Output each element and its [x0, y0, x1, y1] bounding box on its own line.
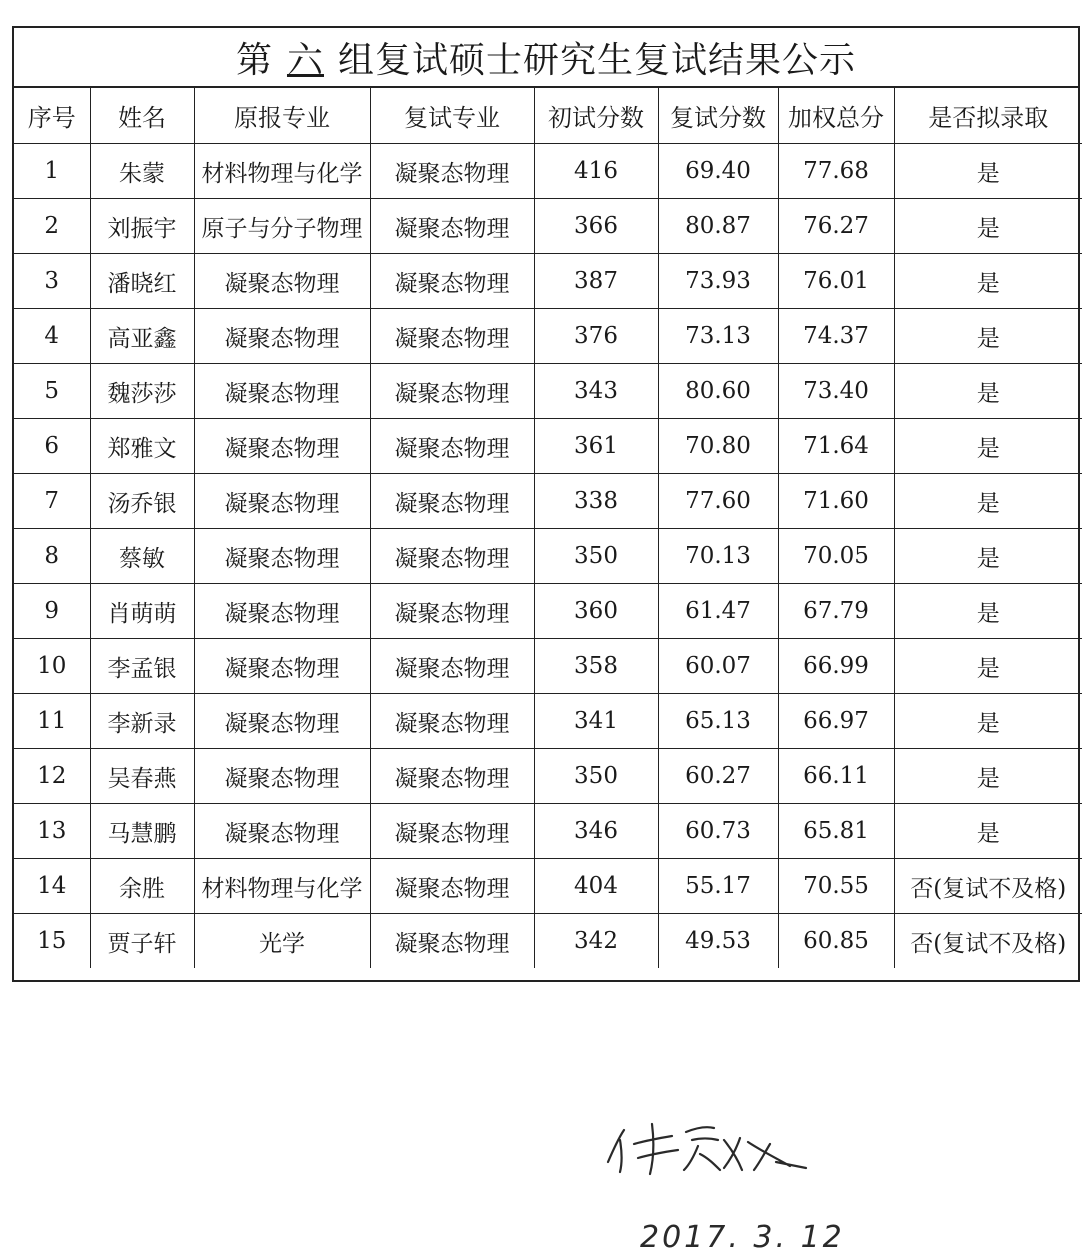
cell-name: 贾子轩 — [90, 914, 194, 969]
cell-seq: 6 — [14, 419, 90, 474]
cell-name: 朱蒙 — [90, 144, 194, 199]
cell-initial-score: 341 — [534, 694, 658, 749]
cell-seq: 12 — [14, 749, 90, 804]
cell-initial-score: 404 — [534, 859, 658, 914]
cell-initial-score: 338 — [534, 474, 658, 529]
cell-name: 肖萌萌 — [90, 584, 194, 639]
cell-weighted-total: 74.37 — [778, 309, 894, 364]
cell-retest-major: 凝聚态物理 — [370, 419, 534, 474]
header-weighted-total: 加权总分 — [778, 88, 894, 144]
cell-seq: 10 — [14, 639, 90, 694]
cell-retest-score: 70.13 — [658, 529, 778, 584]
cell-retest-major: 凝聚态物理 — [370, 694, 534, 749]
cell-initial-score: 416 — [534, 144, 658, 199]
cell-seq: 2 — [14, 199, 90, 254]
cell-weighted-total: 66.99 — [778, 639, 894, 694]
table-header-row — [14, 88, 1082, 144]
cell-admitted: 是 — [894, 474, 1082, 529]
cell-weighted-total: 70.55 — [778, 859, 894, 914]
table-row — [14, 364, 1082, 419]
cell-retest-major: 凝聚态物理 — [370, 639, 534, 694]
header-retest-score: 复试分数 — [658, 88, 778, 144]
cell-name: 刘振宇 — [90, 199, 194, 254]
cell-seq: 8 — [14, 529, 90, 584]
cell-orig-major: 凝聚态物理 — [194, 804, 370, 859]
cell-orig-major: 凝聚态物理 — [194, 364, 370, 419]
cell-retest-major: 凝聚态物理 — [370, 309, 534, 364]
cell-weighted-total: 66.11 — [778, 749, 894, 804]
cell-name: 马慧鹏 — [90, 804, 194, 859]
table-row — [14, 529, 1082, 584]
cell-initial-score: 361 — [534, 419, 658, 474]
cell-weighted-total: 60.85 — [778, 914, 894, 969]
cell-name: 李新录 — [90, 694, 194, 749]
signature-date: 2017. 3. 12 — [640, 1220, 845, 1255]
cell-initial-score: 346 — [534, 804, 658, 859]
cell-admitted: 否(复试不及格) — [894, 914, 1082, 969]
cell-orig-major: 凝聚态物理 — [194, 639, 370, 694]
cell-initial-score: 342 — [534, 914, 658, 969]
cell-seq: 13 — [14, 804, 90, 859]
cell-retest-score: 61.47 — [658, 584, 778, 639]
cell-orig-major: 凝聚态物理 — [194, 749, 370, 804]
cell-seq: 15 — [14, 914, 90, 969]
cell-weighted-total: 67.79 — [778, 584, 894, 639]
table-body — [14, 144, 1082, 969]
cell-name: 汤乔银 — [90, 474, 194, 529]
results-table — [14, 88, 1082, 968]
cell-admitted: 是 — [894, 254, 1082, 309]
cell-retest-major: 凝聚态物理 — [370, 859, 534, 914]
cell-initial-score: 350 — [534, 749, 658, 804]
table-row — [14, 474, 1082, 529]
cell-weighted-total: 71.60 — [778, 474, 894, 529]
cell-name: 余胜 — [90, 859, 194, 914]
cell-retest-major: 凝聚态物理 — [370, 364, 534, 419]
cell-admitted: 是 — [894, 639, 1082, 694]
cell-orig-major: 材料物理与化学 — [194, 859, 370, 914]
table-row — [14, 639, 1082, 694]
table-row — [14, 199, 1082, 254]
cell-retest-score: 73.13 — [658, 309, 778, 364]
cell-weighted-total: 66.97 — [778, 694, 894, 749]
cell-name: 李孟银 — [90, 639, 194, 694]
cell-admitted: 是 — [894, 199, 1082, 254]
cell-admitted: 是 — [894, 584, 1082, 639]
cell-orig-major: 原子与分子物理 — [194, 199, 370, 254]
cell-seq: 11 — [14, 694, 90, 749]
table-row — [14, 144, 1082, 199]
header-seq: 序号 — [14, 88, 90, 144]
cell-weighted-total: 76.27 — [778, 199, 894, 254]
cell-retest-score: 60.27 — [658, 749, 778, 804]
cell-retest-major: 凝聚态物理 — [370, 749, 534, 804]
cell-orig-major: 凝聚态物理 — [194, 529, 370, 584]
cell-retest-major: 凝聚态物理 — [370, 144, 534, 199]
cell-admitted: 是 — [894, 804, 1082, 859]
header-orig-major: 原报专业 — [194, 88, 370, 144]
cell-retest-major: 凝聚态物理 — [370, 199, 534, 254]
table-row — [14, 804, 1082, 859]
table-row — [14, 584, 1082, 639]
cell-orig-major: 凝聚态物理 — [194, 309, 370, 364]
cell-name: 潘晓红 — [90, 254, 194, 309]
cell-retest-score: 65.13 — [658, 694, 778, 749]
cell-name: 高亚鑫 — [90, 309, 194, 364]
cell-retest-score: 69.40 — [658, 144, 778, 199]
group-number: 六 — [286, 39, 324, 81]
cell-admitted: 是 — [894, 749, 1082, 804]
cell-orig-major: 凝聚态物理 — [194, 694, 370, 749]
results-sheet — [12, 26, 1080, 982]
cell-retest-score: 60.07 — [658, 639, 778, 694]
cell-retest-score: 73.93 — [658, 254, 778, 309]
cell-retest-score: 60.73 — [658, 804, 778, 859]
cell-seq: 14 — [14, 859, 90, 914]
cell-weighted-total: 71.64 — [778, 419, 894, 474]
header-retest-major: 复试专业 — [370, 88, 534, 144]
cell-admitted: 是 — [894, 419, 1082, 474]
cell-seq: 7 — [14, 474, 90, 529]
cell-retest-major: 凝聚态物理 — [370, 914, 534, 969]
cell-retest-major: 凝聚态物理 — [370, 254, 534, 309]
cell-initial-score: 360 — [534, 584, 658, 639]
table-row — [14, 749, 1082, 804]
cell-weighted-total: 77.68 — [778, 144, 894, 199]
cell-name: 魏莎莎 — [90, 364, 194, 419]
cell-orig-major: 凝聚态物理 — [194, 419, 370, 474]
cell-seq: 1 — [14, 144, 90, 199]
cell-retest-major: 凝聚态物理 — [370, 529, 534, 584]
cell-name: 吴春燕 — [90, 749, 194, 804]
header-admitted: 是否拟录取 — [894, 88, 1082, 144]
cell-initial-score: 366 — [534, 199, 658, 254]
cell-retest-score: 70.80 — [658, 419, 778, 474]
cell-weighted-total: 76.01 — [778, 254, 894, 309]
document-title — [14, 28, 1078, 88]
cell-weighted-total: 73.40 — [778, 364, 894, 419]
cell-initial-score: 358 — [534, 639, 658, 694]
cell-seq: 9 — [14, 584, 90, 639]
cell-initial-score: 387 — [534, 254, 658, 309]
table-row — [14, 419, 1082, 474]
cell-name: 蔡敏 — [90, 529, 194, 584]
cell-initial-score: 350 — [534, 529, 658, 584]
cell-orig-major: 光学 — [194, 914, 370, 969]
title-suffix: 组复试硕士研究生复试结果公示 — [338, 39, 857, 81]
cell-seq: 5 — [14, 364, 90, 419]
table-row — [14, 694, 1082, 749]
cell-retest-major: 凝聚态物理 — [370, 584, 534, 639]
cell-retest-score: 80.87 — [658, 199, 778, 254]
cell-weighted-total: 65.81 — [778, 804, 894, 859]
header-initial-score: 初试分数 — [534, 88, 658, 144]
table-row — [14, 254, 1082, 309]
cell-admitted: 是 — [894, 529, 1082, 584]
header-name: 姓名 — [90, 88, 194, 144]
cell-initial-score: 343 — [534, 364, 658, 419]
cell-initial-score: 376 — [534, 309, 658, 364]
cell-retest-major: 凝聚态物理 — [370, 804, 534, 859]
cell-orig-major: 凝聚态物理 — [194, 584, 370, 639]
cell-admitted: 是 — [894, 364, 1082, 419]
title-prefix: 第 — [235, 39, 273, 81]
cell-retest-score: 80.60 — [658, 364, 778, 419]
table-row — [14, 309, 1082, 364]
cell-admitted: 是 — [894, 144, 1082, 199]
cell-admitted: 是 — [894, 309, 1082, 364]
table-row — [14, 914, 1082, 969]
cell-orig-major: 凝聚态物理 — [194, 254, 370, 309]
cell-retest-score: 49.53 — [658, 914, 778, 969]
cell-admitted: 是 — [894, 694, 1082, 749]
cell-weighted-total: 70.05 — [778, 529, 894, 584]
cell-orig-major: 材料物理与化学 — [194, 144, 370, 199]
cell-retest-score: 77.60 — [658, 474, 778, 529]
cell-seq: 4 — [14, 309, 90, 364]
table-row — [14, 859, 1082, 914]
cell-admitted: 否(复试不及格) — [894, 859, 1082, 914]
cell-orig-major: 凝聚态物理 — [194, 474, 370, 529]
handwritten-signature-icon — [600, 1110, 810, 1180]
cell-name: 郑雅文 — [90, 419, 194, 474]
cell-retest-major: 凝聚态物理 — [370, 474, 534, 529]
cell-retest-score: 55.17 — [658, 859, 778, 914]
cell-seq: 3 — [14, 254, 90, 309]
